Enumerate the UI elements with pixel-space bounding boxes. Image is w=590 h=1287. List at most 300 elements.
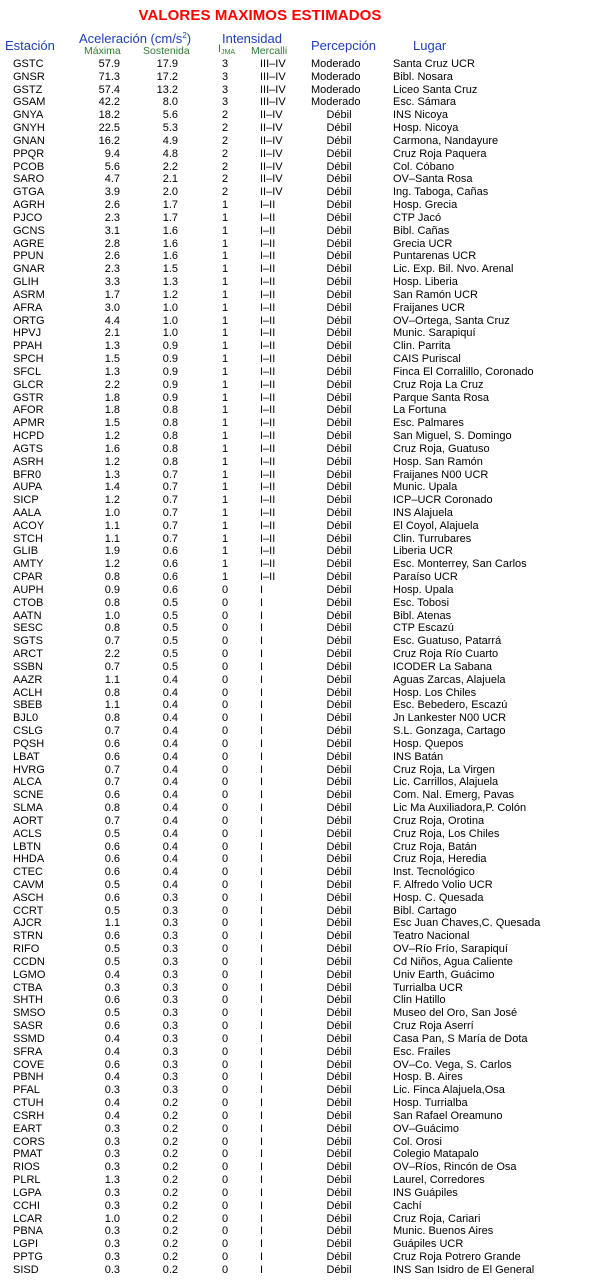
- aceleracion-sostenida: 0.9: [162, 353, 178, 366]
- station-code: ORTG: [13, 314, 45, 327]
- table-row: [0, 635, 590, 648]
- intensidad-ijma: 1: [221, 301, 229, 314]
- percepcion: Débil: [326, 353, 352, 366]
- station-code: SBEB: [13, 699, 43, 712]
- percepcion: Débil: [326, 314, 352, 327]
- aceleracion-sostenida: 0.4: [162, 879, 178, 891]
- intensidad-ijma: 0: [221, 1135, 229, 1148]
- aceleracion-sostenida: 0.2: [162, 1135, 178, 1148]
- aceleracion-maxima: 0.5: [104, 1007, 120, 1020]
- aceleracion-sostenida: 0.8: [162, 417, 178, 430]
- intensidad-ijma: 0: [221, 853, 229, 866]
- aceleracion-sostenida: 0.3: [162, 930, 178, 943]
- percepcion: Débil: [326, 814, 352, 827]
- aceleracion-maxima: 0.3: [104, 1148, 120, 1161]
- intensidad-mercalli: I: [260, 1045, 264, 1058]
- aceleracion-maxima: 1.1: [104, 917, 120, 930]
- intensidad-mercalli: I: [260, 994, 264, 1007]
- table-row: [0, 1238, 590, 1251]
- percepcion: Débil: [326, 1045, 352, 1058]
- aceleracion-maxima: 1.5: [104, 353, 120, 366]
- intensidad-mercalli: I: [260, 1225, 264, 1238]
- station-code: APMR: [13, 417, 45, 430]
- aceleracion-sostenida: 0.2: [162, 1199, 178, 1212]
- table-row: [0, 1264, 590, 1277]
- station-code: HHDA: [13, 853, 45, 866]
- aceleracion-maxima: 1.8: [104, 404, 120, 417]
- aceleracion-maxima: 2.6: [104, 199, 120, 212]
- aceleracion-sostenida: 1.6: [162, 250, 178, 263]
- intensidad-mercalli: I–II: [260, 288, 276, 301]
- lugar: F. Alfredo Volio UCR: [393, 879, 493, 891]
- lugar: Esc. Bebedero, Escazú: [393, 699, 508, 712]
- lugar: Fraijanes UCR: [393, 301, 466, 314]
- aceleracion-maxima: 0.8: [104, 622, 120, 635]
- intensidad-mercalli: I: [260, 763, 264, 776]
- station-code: ACLH: [13, 686, 43, 699]
- lugar: Cruz Roja, Orotina: [393, 814, 485, 827]
- percepcion: Débil: [326, 365, 352, 378]
- lugar: Puntarenas UCR: [393, 250, 477, 263]
- aceleracion-maxima: 2.3: [104, 211, 120, 224]
- station-code: AATN: [13, 609, 42, 622]
- lugar: Munic. Upala: [393, 481, 458, 494]
- intensidad-mercalli: I: [260, 981, 264, 994]
- intensidad-ijma: 0: [221, 596, 229, 609]
- intensidad-mercalli: I: [260, 955, 264, 968]
- lugar: Hosp. B. Aires: [393, 1071, 463, 1084]
- aceleracion-sostenida: 1.7: [162, 199, 178, 212]
- aceleracion-maxima: 1.0: [104, 506, 120, 519]
- percepcion: Débil: [326, 455, 352, 468]
- table-row: [0, 764, 590, 777]
- header-estacion: Estación: [5, 38, 55, 53]
- intensidad-mercalli: I: [260, 1148, 264, 1161]
- percepcion: Débil: [326, 417, 352, 430]
- intensidad-ijma: 0: [221, 660, 229, 673]
- aceleracion-sostenida: 0.3: [162, 1020, 178, 1033]
- station-code: CTEC: [13, 866, 43, 879]
- aceleracion-sostenida: 0.4: [162, 814, 178, 827]
- percepcion: Débil: [326, 301, 352, 314]
- percepcion: Débil: [326, 1174, 352, 1187]
- intensidad-ijma: 1: [221, 545, 229, 558]
- aceleracion-sostenida: 1.5: [162, 263, 178, 276]
- intensidad-ijma: 0: [221, 750, 229, 763]
- aceleracion-maxima: 0.7: [104, 660, 120, 673]
- station-code: LCAR: [13, 1212, 43, 1225]
- table-row: [0, 1020, 590, 1033]
- intensidad-mercalli: I: [260, 968, 264, 981]
- intensidad-mercalli: I–II: [260, 558, 276, 571]
- aceleracion-sostenida: 0.9: [162, 340, 178, 353]
- station-code: CTBA: [13, 981, 43, 994]
- intensidad-ijma: 0: [221, 583, 229, 596]
- intensidad-ijma: 0: [221, 981, 229, 994]
- station-code: SPCH: [13, 353, 44, 366]
- aceleracion-sostenida: 0.8: [162, 430, 178, 443]
- percepcion: Débil: [326, 879, 352, 891]
- percepcion: Débil: [326, 866, 352, 879]
- lugar: Cruz Roja Aserrí: [393, 1020, 474, 1033]
- intensidad-ijma: 0: [221, 1071, 229, 1084]
- table-row: [0, 225, 590, 238]
- table-row: [0, 263, 590, 276]
- table-row: [0, 725, 590, 738]
- station-code: CPAR: [13, 571, 43, 584]
- intensidad-mercalli: I: [260, 930, 264, 943]
- percepcion: Débil: [326, 596, 352, 609]
- aceleracion-sostenida: 2.0: [162, 186, 178, 199]
- intensidad-mercalli: II–IV: [260, 109, 283, 122]
- header-aceleracion-close: ): [186, 31, 192, 46]
- percepcion: Débil: [326, 1225, 352, 1238]
- aceleracion-maxima: 0.6: [104, 891, 120, 904]
- intensidad-mercalli: I–II: [260, 340, 276, 353]
- aceleracion-maxima: 0.8: [104, 596, 120, 609]
- intensidad-ijma: 1: [221, 468, 229, 481]
- intensidad-mercalli: I: [260, 776, 264, 789]
- intensidad-mercalli: II–IV: [260, 134, 283, 147]
- percepcion: Débil: [326, 1007, 352, 1020]
- aceleracion-maxima: 0.4: [104, 1097, 120, 1110]
- percepcion: Débil: [326, 930, 352, 943]
- intensidad-ijma: 0: [221, 1045, 229, 1058]
- aceleracion-maxima: 1.7: [104, 288, 120, 301]
- intensidad-ijma: 0: [221, 1174, 229, 1187]
- station-code: EART: [13, 1122, 43, 1135]
- intensidad-mercalli: I: [260, 648, 264, 661]
- aceleracion-sostenida: 0.3: [162, 917, 178, 930]
- intensidad-mercalli: I–II: [260, 314, 276, 327]
- intensidad-mercalli: I–II: [260, 532, 276, 545]
- aceleracion-maxima: 0.6: [104, 737, 120, 750]
- aceleracion-sostenida: 5.6: [162, 109, 178, 122]
- aceleracion-maxima: 0.3: [104, 1263, 120, 1276]
- station-code: CCDN: [13, 955, 45, 968]
- intensidad-ijma: 2: [221, 173, 229, 186]
- intensidad-mercalli: I–II: [260, 391, 276, 404]
- aceleracion-sostenida: 0.5: [162, 660, 178, 673]
- aceleracion-maxima: 0.6: [104, 1058, 120, 1071]
- aceleracion-sostenida: 0.2: [162, 1148, 178, 1161]
- table-row: [0, 841, 590, 854]
- intensidad-ijma: 0: [221, 1032, 229, 1045]
- table-row: [0, 315, 590, 328]
- station-code: AJCR: [13, 917, 42, 930]
- table-row: [0, 610, 590, 623]
- aceleracion-sostenida: 1.0: [162, 327, 178, 340]
- table-row: [0, 545, 590, 558]
- lugar: Col. Orosi: [393, 1135, 442, 1148]
- station-code: GCNS: [13, 224, 45, 237]
- intensidad-mercalli: I: [260, 853, 264, 866]
- intensidad-mercalli: I–II: [260, 365, 276, 378]
- aceleracion-sostenida: 0.2: [162, 1251, 178, 1264]
- intensidad-ijma: 0: [221, 1212, 229, 1225]
- table-row: [0, 1084, 590, 1097]
- intensidad-ijma: 0: [221, 968, 229, 981]
- aceleracion-sostenida: 0.5: [162, 635, 178, 648]
- intensidad-ijma: 3: [221, 96, 229, 109]
- lugar: Hosp. C. Quesada: [393, 891, 484, 904]
- percepcion: Débil: [326, 340, 352, 353]
- station-code: LBTN: [13, 840, 42, 853]
- aceleracion-maxima: 57.4: [98, 83, 120, 96]
- aceleracion-sostenida: 0.7: [162, 468, 178, 481]
- station-code: PBNA: [13, 1225, 43, 1238]
- aceleracion-sostenida: 0.5: [162, 596, 178, 609]
- aceleracion-maxima: 0.5: [104, 943, 120, 956]
- lugar: Cruz Roja Potrero Grande: [393, 1251, 521, 1264]
- intensidad-ijma: 1: [221, 455, 229, 468]
- aceleracion-maxima: 0.6: [104, 750, 120, 763]
- table-row: [0, 353, 590, 366]
- aceleracion-sostenida: 2.1: [162, 173, 178, 186]
- intensidad-mercalli: I–II: [260, 237, 276, 250]
- percepcion: Débil: [326, 1161, 352, 1174]
- intensidad-mercalli: II–IV: [260, 186, 283, 199]
- lugar: Bibl. Cartago: [393, 904, 457, 917]
- intensidad-ijma: 0: [221, 699, 229, 712]
- lugar: ICODER La Sabana: [393, 660, 493, 673]
- intensidad-ijma: 2: [221, 109, 229, 122]
- table-row: [0, 302, 590, 315]
- percepcion: Débil: [326, 660, 352, 673]
- intensidad-ijma: 0: [221, 789, 229, 802]
- aceleracion-sostenida: 0.5: [162, 648, 178, 661]
- table-row: [0, 456, 590, 469]
- aceleracion-sostenida: 0.3: [162, 891, 178, 904]
- aceleracion-sostenida: 0.2: [162, 1174, 178, 1187]
- aceleracion-maxima: 0.4: [104, 1071, 120, 1084]
- aceleracion-maxima: 1.6: [104, 442, 120, 455]
- percepcion: Débil: [326, 1122, 352, 1135]
- lugar: OV–Guácimo: [393, 1122, 460, 1135]
- aceleracion-sostenida: 0.4: [162, 827, 178, 840]
- station-code: PCOB: [13, 160, 45, 173]
- intensidad-mercalli: I–II: [260, 442, 276, 455]
- percepcion: Débil: [326, 750, 352, 763]
- intensidad-ijma: 0: [221, 1058, 229, 1071]
- station-code: ASRM: [13, 288, 45, 301]
- lugar: Cruz Roja, Los Chiles: [393, 827, 500, 840]
- percepcion: Débil: [326, 263, 352, 276]
- aceleracion-maxima: 16.2: [98, 134, 120, 147]
- station-code: LGPI: [13, 1238, 39, 1251]
- table-row: [0, 597, 590, 610]
- intensidad-ijma: 1: [221, 519, 229, 532]
- aceleracion-maxima: 1.3: [104, 1174, 120, 1187]
- intensidad-ijma: 0: [221, 1199, 229, 1212]
- station-code: CTOB: [13, 596, 44, 609]
- aceleracion-sostenida: 0.4: [162, 853, 178, 866]
- aceleracion-maxima: 0.3: [104, 1251, 120, 1264]
- percepcion: Débil: [326, 1071, 352, 1084]
- table-row: [0, 276, 590, 289]
- aceleracion-sostenida: 0.4: [162, 750, 178, 763]
- aceleracion-sostenida: 13.2: [156, 83, 178, 96]
- intensidad-mercalli: I: [260, 609, 264, 622]
- lugar: OV–Co. Vega, S. Carlos: [393, 1058, 512, 1071]
- aceleracion-maxima: 1.3: [104, 365, 120, 378]
- aceleracion-sostenida: 0.4: [162, 686, 178, 699]
- aceleracion-sostenida: 0.3: [162, 1071, 178, 1084]
- intensidad-mercalli: I: [260, 943, 264, 956]
- station-code: GSTR: [13, 391, 44, 404]
- station-code: PPTG: [13, 1251, 43, 1264]
- aceleracion-sostenida: 1.0: [162, 314, 178, 327]
- percepcion: Débil: [326, 943, 352, 956]
- aceleracion-maxima: 1.8: [104, 391, 120, 404]
- lugar: Hosp. Nicoya: [393, 122, 459, 135]
- header-ijma-sub: JMA: [221, 49, 236, 56]
- aceleracion-maxima: 2.1: [104, 327, 120, 340]
- intensidad-ijma: 1: [221, 532, 229, 545]
- intensidad-ijma: 0: [221, 802, 229, 815]
- lugar: Munic. Buenos Aires: [393, 1225, 494, 1238]
- station-code: SASR: [13, 1020, 43, 1033]
- lugar: Finca El Corralillo, Coronado: [393, 365, 534, 378]
- table-row: [0, 1007, 590, 1020]
- table-row: [0, 853, 590, 866]
- aceleracion-maxima: 0.7: [104, 814, 120, 827]
- intensidad-ijma: 1: [221, 378, 229, 391]
- lugar: Lic Ma Auxiliadora,P. Colón: [393, 802, 527, 815]
- intensidad-mercalli: I: [260, 1058, 264, 1071]
- lugar: Col. Cóbano: [393, 160, 455, 173]
- station-code: CCRT: [13, 904, 44, 917]
- intensidad-ijma: 1: [221, 481, 229, 494]
- lugar: Paraíso UCR: [393, 571, 458, 584]
- aceleracion-maxima: 0.6: [104, 930, 120, 943]
- aceleracion-maxima: 0.7: [104, 725, 120, 738]
- intensidad-mercalli: I–II: [260, 481, 276, 494]
- intensidad-mercalli: I: [260, 737, 264, 750]
- station-code: CAVM: [13, 879, 44, 891]
- intensidad-mercalli: I–II: [260, 571, 276, 584]
- header-aceleracion-text: Aceleración (cm/s: [79, 31, 183, 46]
- intensidad-mercalli: I: [260, 891, 264, 904]
- intensidad-ijma: 1: [221, 571, 229, 584]
- lugar: Clin. Turrubares: [393, 532, 472, 545]
- aceleracion-sostenida: 0.4: [162, 763, 178, 776]
- station-code: GSTC: [13, 58, 44, 70]
- aceleracion-maxima: 0.3: [104, 1084, 120, 1097]
- station-code: PPQR: [13, 147, 45, 160]
- percepcion: Débil: [326, 430, 352, 443]
- aceleracion-maxima: 0.3: [104, 1122, 120, 1135]
- intensidad-ijma: 0: [221, 648, 229, 661]
- lugar: Hosp. Los Chiles: [393, 686, 477, 699]
- table-row: [0, 956, 590, 969]
- intensidad-mercalli: I: [260, 1084, 264, 1097]
- intensidad-mercalli: I: [260, 866, 264, 879]
- lugar: Cruz Roja Río Cuarto: [393, 648, 499, 661]
- aceleracion-maxima: 22.5: [98, 122, 120, 135]
- page-title: VALORES MAXIMOS ESTIMADOS: [138, 7, 382, 24]
- aceleracion-maxima: 0.3: [104, 1135, 120, 1148]
- intensidad-mercalli: I: [260, 1109, 264, 1122]
- intensidad-ijma: 2: [221, 160, 229, 173]
- lugar: Lic. Finca Alajuela,Osa: [393, 1084, 505, 1097]
- table-row: [0, 404, 590, 417]
- lugar: Cruz Roja, Guatuso: [393, 442, 490, 455]
- station-code: CSRH: [13, 1109, 45, 1122]
- lugar: San Ramón UCR: [393, 288, 478, 301]
- station-code: AMTY: [13, 558, 44, 571]
- station-code: SFCL: [13, 365, 42, 378]
- intensidad-mercalli: I–II: [260, 301, 276, 314]
- table-row: [0, 1046, 590, 1059]
- station-code: PQSH: [13, 737, 45, 750]
- intensidad-mercalli: III–IV: [260, 70, 286, 83]
- aceleracion-sostenida: 0.4: [162, 725, 178, 738]
- aceleracion-sostenida: 5.3: [162, 122, 178, 135]
- percepcion: Débil: [326, 250, 352, 263]
- intensidad-ijma: 1: [221, 211, 229, 224]
- lugar: Ing. Taboga, Cañas: [393, 186, 489, 199]
- intensidad-mercalli: I: [260, 802, 264, 815]
- intensidad-ijma: 0: [221, 686, 229, 699]
- table-row: [0, 212, 590, 225]
- station-code: SISD: [13, 1263, 39, 1276]
- station-code: AFOR: [13, 404, 44, 417]
- station-code: HCPD: [13, 430, 45, 443]
- station-code: SSBN: [13, 660, 43, 673]
- station-code: PLRL: [13, 1174, 41, 1187]
- station-code: GNYH: [13, 122, 45, 135]
- lugar: Esc Juan Chaves,C. Quesada: [393, 917, 541, 930]
- table-row: [0, 802, 590, 815]
- lugar: Parque Santa Rosa: [393, 391, 490, 404]
- station-code: ARCT: [13, 648, 43, 661]
- aceleracion-maxima: 1.1: [104, 673, 120, 686]
- aceleracion-maxima: 57.9: [98, 58, 120, 70]
- percepcion: Débil: [326, 1109, 352, 1122]
- aceleracion-sostenida: 1.7: [162, 211, 178, 224]
- aceleracion-maxima: 2.2: [104, 648, 120, 661]
- aceleracion-maxima: 1.2: [104, 430, 120, 443]
- lugar: Munic. Sarapiquí: [393, 327, 476, 340]
- header-aceleracion: [79, 31, 191, 46]
- intensidad-ijma: 1: [221, 353, 229, 366]
- table-row: [0, 533, 590, 546]
- intensidad-mercalli: I: [260, 1122, 264, 1135]
- table-row: [0, 96, 590, 109]
- intensidad-mercalli: II–IV: [260, 147, 283, 160]
- table-row: [0, 571, 590, 584]
- lugar: Carmona, Nandayure: [393, 134, 499, 147]
- station-code: AUPH: [13, 583, 44, 596]
- intensidad-ijma: 1: [221, 494, 229, 507]
- aceleracion-maxima: 0.4: [104, 968, 120, 981]
- intensidad-mercalli: III–IV: [260, 58, 286, 70]
- lugar: Lic. Carrillos, Alajuela: [393, 776, 499, 789]
- aceleracion-maxima: 1.2: [104, 455, 120, 468]
- percepcion: Débil: [326, 1058, 352, 1071]
- intensidad-mercalli: I: [260, 1032, 264, 1045]
- aceleracion-sostenida: 0.7: [162, 532, 178, 545]
- lugar: Turrialba UCR: [393, 981, 463, 994]
- header-ijma: [218, 43, 235, 55]
- lugar: Cruz Roja La Cruz: [393, 378, 484, 391]
- aceleracion-sostenida: 0.3: [162, 1032, 178, 1045]
- table-row: [0, 699, 590, 712]
- intensidad-ijma: 0: [221, 1238, 229, 1251]
- intensidad-mercalli: I–II: [260, 404, 276, 417]
- aceleracion-sostenida: 0.5: [162, 609, 178, 622]
